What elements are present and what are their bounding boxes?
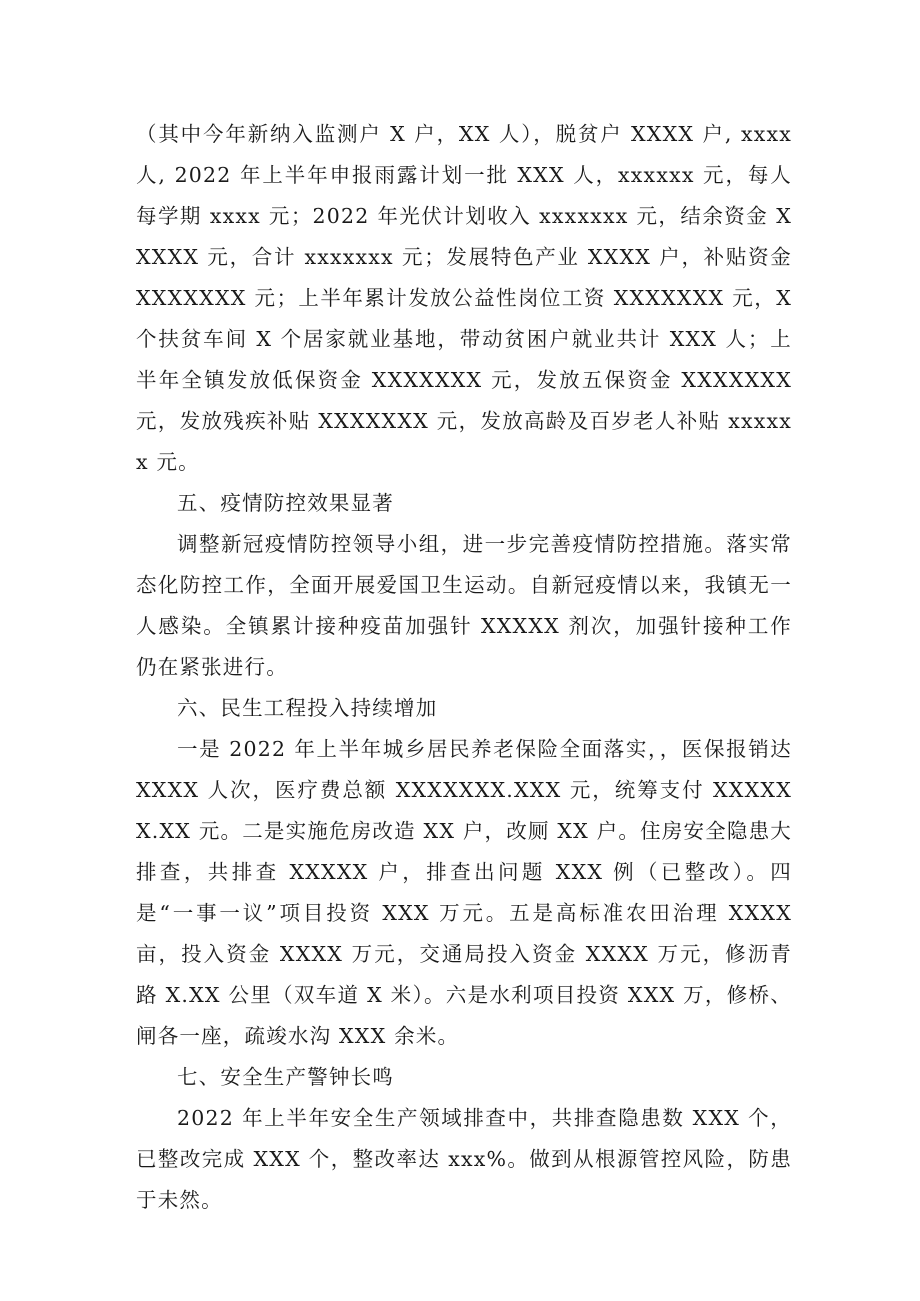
paragraph-work-safety: 2022 年上半年安全生产领域排查中，共排查隐患数 XXX 个，已整改完成 XXX 个，整改率达 xxx%。做到从根源管控风险，防患于未然。 <box>136 1106 792 1212</box>
paragraph-livelihood-projects: 一是 2022 年上半年城乡居民养老保险全面落实，，医保报销达 XXXX 人次，医疗费总额 XXXXXXX.XXX 元，统筹支付 XXXXXX.XX 元。二是实施危房改造 XX 户，改厕 XX 户。住房安全隐患大排查，共排查 XXXXX 户，排查出问题 XXX 例（已整改）。四是“一事一议”项目投资 XXX 万元。五是高标准农田治理 XXXX 亩，投入资金 XXXX 万元，交通局投入资金 XXXX 万元，修沥青路 X.XX 公里（双车道 X 米）。六是水利项目投资 XXX 万，修桥、闸各一座，疏竣水沟 XXX 余米。 <box>136 737 792 1048</box>
section-heading-livelihood-projects: 六、民生工程投入持续增加 <box>177 696 438 720</box>
paragraph-poverty-alleviation-continued: （其中今年新纳入监测户 X 户，XX 人），脱贫户 XXXX 户, xxxx 人, 2022 年上半年申报雨露计划一批 XXX 人，xxxxxx 元，每人每学期 xxxx 元；2022 年光伏计划收入 xxxxxxx 元，结余资金 XXXXX 元，合计 xxxxxxx 元；发展特色产业 XXXX 户，补贴资金 XXXXXXX 元；上半年累计发放公益性岗位工资 XXXXXXX 元，X 个扶贫车间 X 个居家就业基地，带动贫困户就业共计 XXX 人；上半年全镇发放低保资金 XXXXXXX 元，发放五保资金 XXXXXXX 元，发放残疾补贴 XXXXXXX 元，发放高龄及百岁老人补贴 xxxxxx 元。 <box>136 122 792 474</box>
document-page <box>136 114 792 1221</box>
section-heading-work-safety: 七、安全生产警钟长鸣 <box>177 1065 394 1089</box>
section-heading-epidemic-control: 五、疫情防控效果显著 <box>177 491 394 515</box>
paragraph-epidemic-control: 调整新冠疫情防控领导小组，进一步完善疫情防控措施。落实常态化防控工作，全面开展爱国卫生运动。自新冠疫情以来，我镇无一人感染。全镇累计接种疫苗加强针 XXXXX 剂次，加强针接种工作仍在紧张进行。 <box>136 532 792 679</box>
